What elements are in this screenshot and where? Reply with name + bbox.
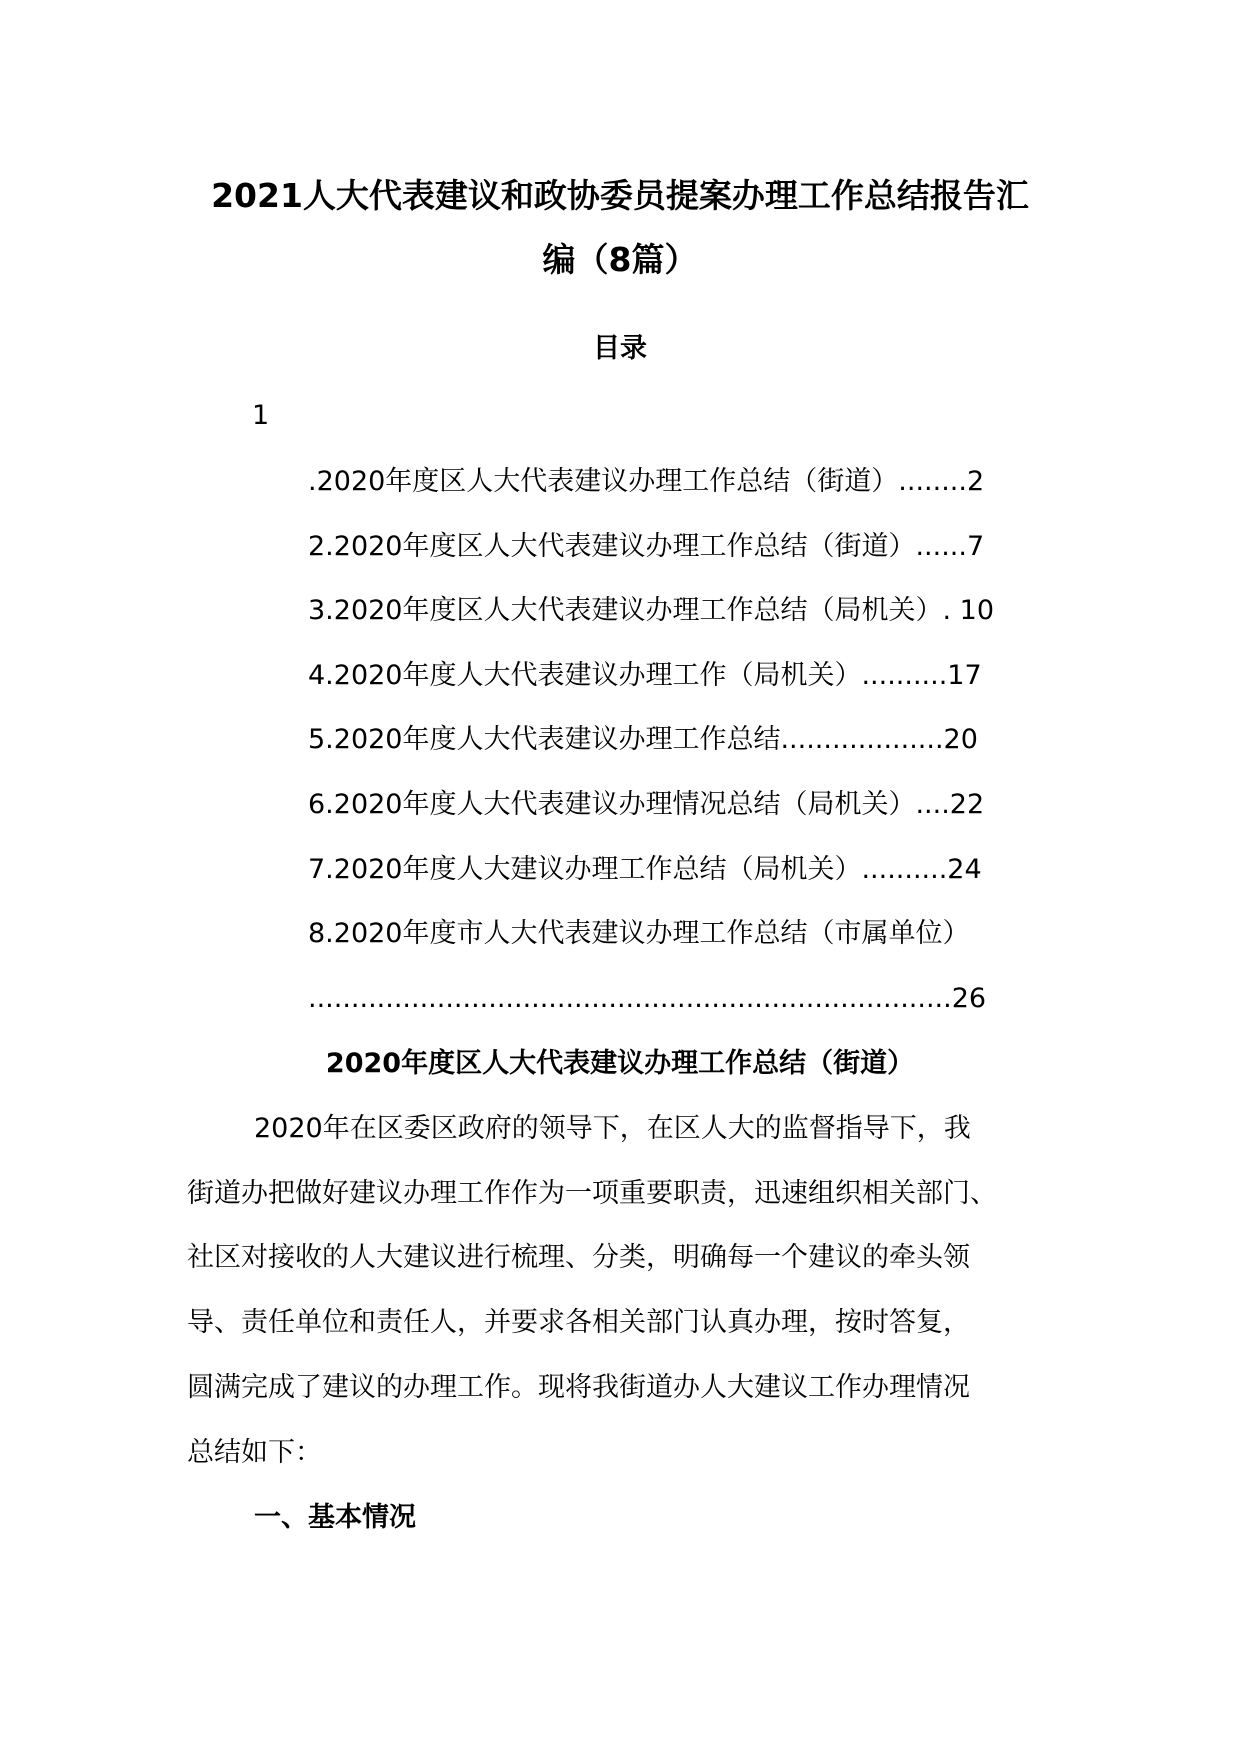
toc-heading: 目录 — [593, 333, 647, 364]
paragraph-line: 圆满完成了建议的办理工作。现将我街道办人大建议工作办理情况 — [187, 1372, 970, 1403]
toc-entry[interactable]: 3.2020年度区人大代表建议办理工作总结（局机关）. 10 — [308, 595, 994, 626]
subheading: 一、基本情况 — [254, 1502, 416, 1533]
toc-entry[interactable]: 4.2020年度人大代表建议办理工作（局机关）..........17 — [308, 660, 982, 691]
toc-entry[interactable]: 2.2020年度区人大代表建议办理工作总结（街道）......7 — [308, 531, 985, 562]
document-title-line-2: 编（8篇） — [542, 240, 698, 279]
toc-entry[interactable]: 5.2020年度人大代表建议办理工作总结...................20 — [308, 724, 978, 755]
document-title-line-1: 2021人大代表建议和政协委员提案办理工作总结报告汇 — [211, 176, 1029, 215]
toc-entry[interactable]: 7.2020年度人大建议办理工作总结（局机关）..........24 — [308, 854, 982, 885]
toc-entry[interactable]: .2020年度区人大代表建议办理工作总结（街道）........2 — [308, 466, 985, 497]
toc-entry-continuation[interactable]: ...........................................................................26 — [308, 983, 987, 1014]
paragraph-line: 导、责任单位和责任人，并要求各相关部门认真办理，按时答复， — [187, 1307, 970, 1338]
paragraph-line: 社区对接收的人大建议进行梳理、分类，明确每一个建议的牵头领 — [187, 1242, 970, 1273]
section-title: 2020年度区人大代表建议办理工作总结（街道） — [325, 1048, 915, 1079]
paragraph-line: 总结如下： — [187, 1437, 322, 1468]
toc-entry[interactable]: 6.2020年度人大代表建议办理情况总结（局机关）....22 — [308, 789, 985, 820]
toc-leading-number: 1 — [252, 400, 270, 431]
paragraph-line: 街道办把做好建议办理工作作为一项重要职责，迅速组织相关部门、 — [187, 1178, 997, 1209]
toc-entry[interactable]: 8.2020年度市人大代表建议办理工作总结（市属单位） — [308, 918, 970, 949]
paragraph-line: 2020年在区委区政府的领导下，在区人大的监督指导下，我 — [254, 1113, 971, 1144]
